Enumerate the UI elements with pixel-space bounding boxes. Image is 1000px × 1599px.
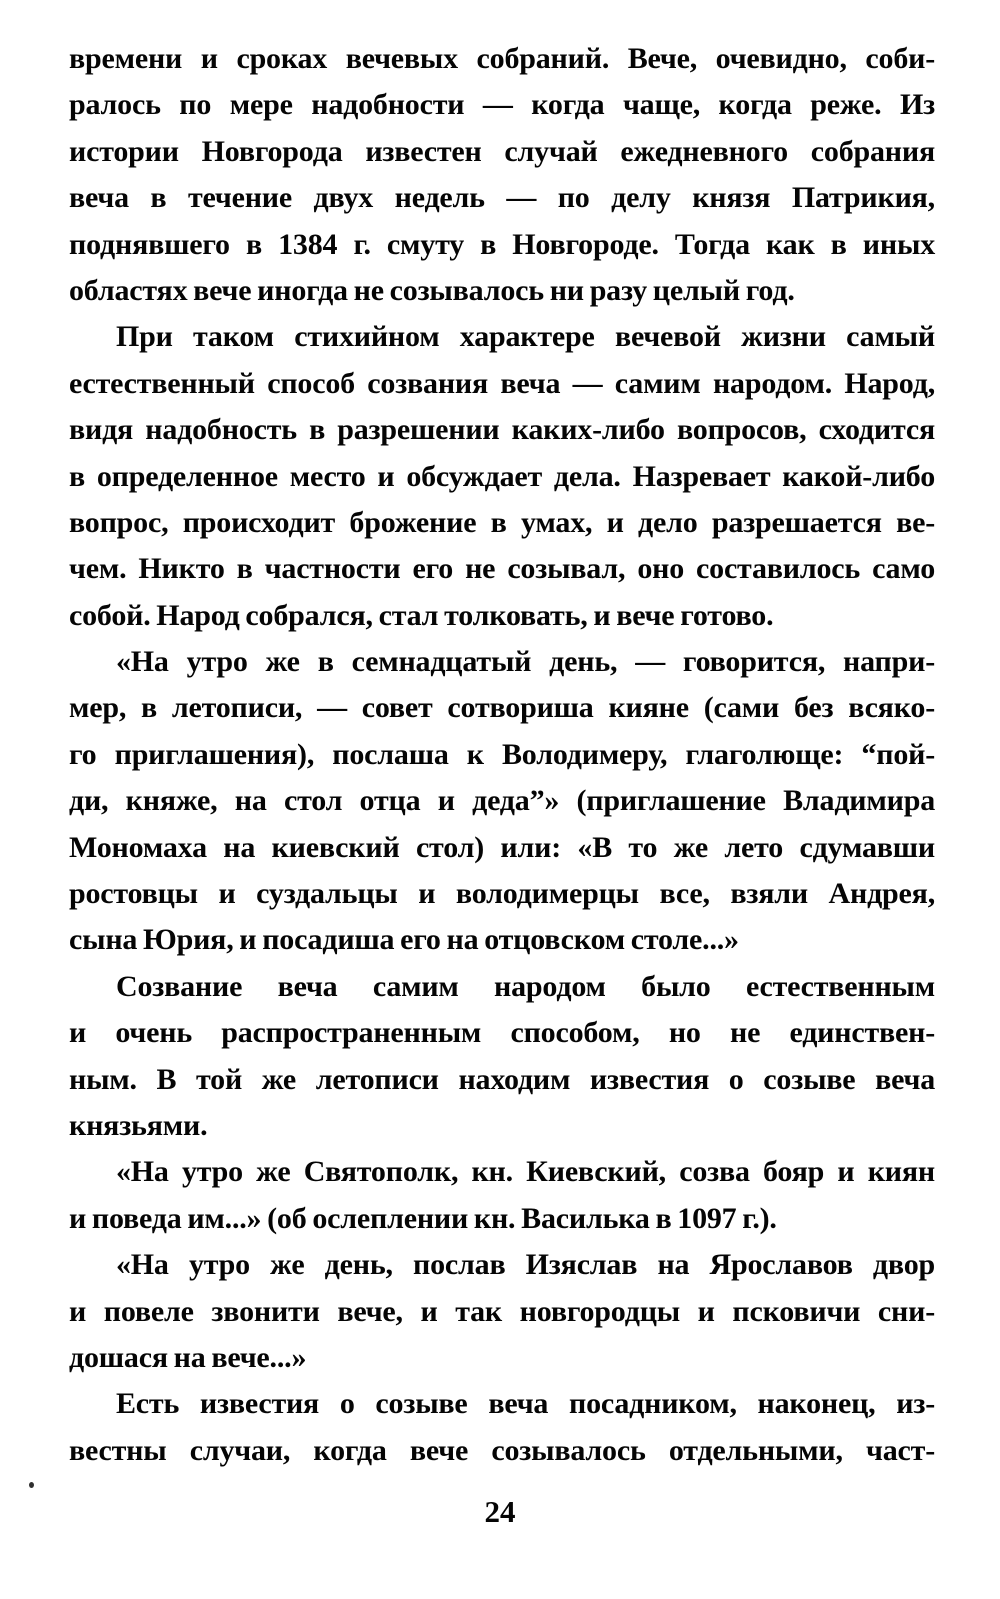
text-line: вопрос, происходит брожение в умах, и дело разрешается ве- [69,505,935,539]
text-line: мер, в летописи, — совет сотвориша кияне (сами без всяко- [69,691,935,725]
text-line: собой. Народ собрался, стал толковать, и вече готово. [69,598,774,632]
text-line: Мономаха на киевский стол) или: «В то же лето сдумавши [69,830,935,864]
text-line: времени и сроках вечевых собраний. Вече, очевидно, соби- [69,42,935,75]
text-line: князьями. [69,1108,208,1142]
text-line: поднявшего в 1384 г. смуту в Новгороде. Тогда как в иных [69,227,935,261]
text-line: сына Юрия, и посадиша его на отцовском столе...» [69,923,739,957]
text-line: вестны случаи, когда вече созывалось отдельными, част- [69,1433,935,1467]
text-line: и повеле звонити вече, и так новгородцы и псковичи сни- [69,1294,935,1328]
text-line: веча в течение двух недель — по делу князя Патрикия, [69,181,935,215]
text-line: го приглашения), послаша к Володимеру, глаголюще: “пой- [69,737,935,771]
text-line: дошася на вече...» [69,1340,307,1374]
text-line: естественный способ созвания веча — самим народом. Народ, [69,366,935,400]
text-line: областях вече иногда не созывалось ни разу целый год. [69,273,795,307]
body-text [69,36,935,1474]
text-line: «На утро же в семнадцатый день, — говорится, напри- [116,645,935,679]
text-line: и поведа им...» (об ослеплении кн. Василька в 1097 г.). [69,1201,777,1235]
text-line: Есть известия о созыве веча посадником, наконец, из- [116,1387,935,1421]
text-line: «На утро же день, послав Изяслав на Ярославов двор [116,1248,935,1282]
text-line: ралось по мере надобности — когда чаще, когда реже. Из [69,88,935,122]
text-line: ным. В той же летописи находим известия о созыве веча [69,1062,935,1096]
text-line: чем. Никто в частности его не созывал, оно составилось само [69,552,935,586]
scan-speck [29,1482,34,1488]
text-line: ростовцы и суздальцы и володимерцы все, взяли Андрея, [69,877,935,911]
text-line: При таком стихийном характере вечевой жизни самый [116,320,935,354]
text-line: истории Новгорода известен случай ежедневного собрания [69,134,935,168]
text-line: в определенное место и обсуждает дела. Назревает какой-либо [69,459,935,493]
text-line: «На утро же Святополк, кн. Киевский, созва бояр и киян [116,1155,935,1189]
text-line: видя надобность в разрешении каких-либо вопросов, сходится [69,413,935,447]
text-line: Созвание веча самим народом было естественным [116,969,935,1003]
page-number: 24 [484,1494,516,1529]
text-line: ди, княже, на стол отца и деда”» (приглашение Владимира [69,784,935,818]
text-line: и очень распространенным способом, но не единствен- [69,1016,935,1050]
